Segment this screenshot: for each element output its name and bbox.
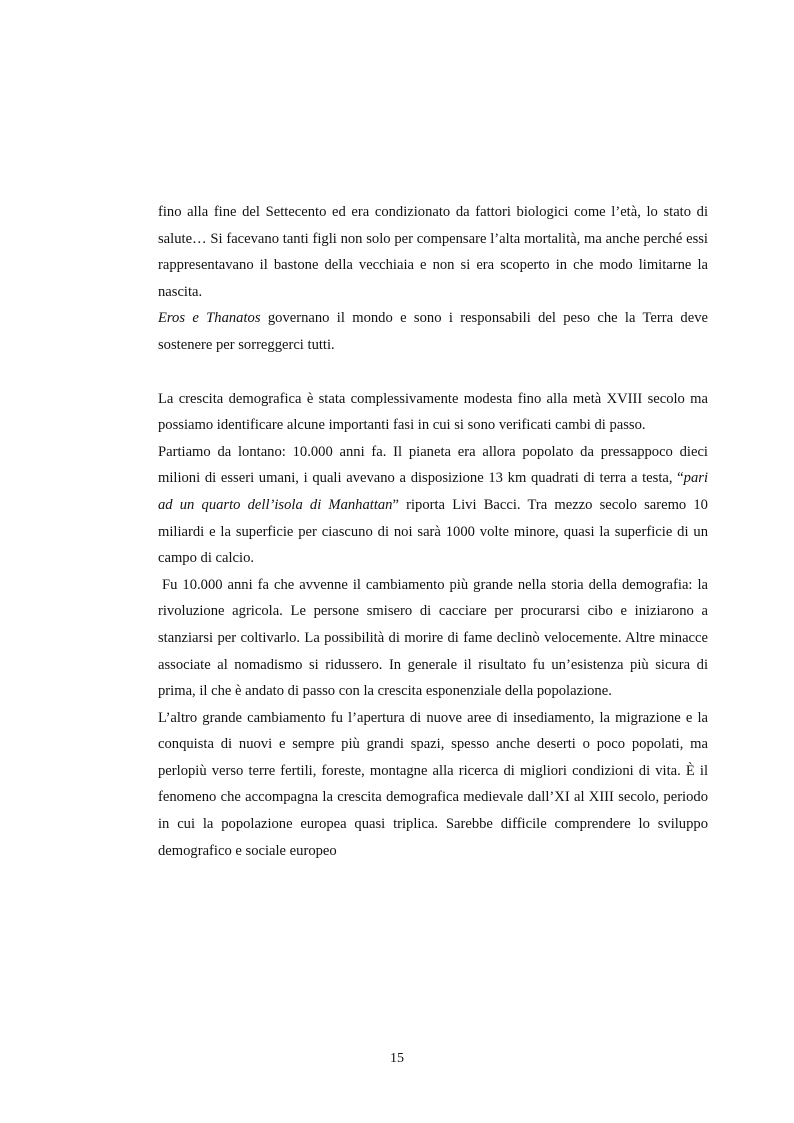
paragraph-text: ” riporta Livi Bacci. Tra mezzo secolo saremo 10 miliardi e la superficie per ciascuno di noi sarà 1000 volte minore, quasi la superficie di un campo di calcio. bbox=[158, 496, 708, 567]
paragraph-eros-thanatos bbox=[158, 305, 708, 358]
paragraph-migration: L’altro grande cambiamento fu l’apertura di nuove aree di insediamento, la migrazione e la conquista di nuovi e sempre più grandi spazi, spesso anche deserti o poco popolati, ma perlopiù verso terre fertili, foreste, montagne alla ricerca di migliori condizioni di vita. È il fenomeno che accompagna la crescita demografica medievale dall’XI al XIII secolo, periodo in cui la popolazione europea quasi triplica. Sarebbe difficile comprendere lo sviluppo demografico e sociale europeo bbox=[158, 709, 708, 859]
page-number: 15 bbox=[390, 1051, 404, 1066]
paragraph-text: Partiamo da lontano: 10.000 anni fa. Il pianeta era allora popolato da pressappoco dieci milioni di esseri umani, i quali avevano a disposizione 13 km quadrati di terra a testa, “ bbox=[158, 443, 708, 487]
paragraph-growth: La crescita demografica è stata complessivamente modesta fino alla metà XVIII secolo ma possiamo identificare alcune importanti fasi in cui si sono verificati cambi di passo. bbox=[158, 390, 708, 434]
italic-phrase: Eros e Thanatos bbox=[158, 310, 261, 327]
paragraph-ten-thousand-years bbox=[158, 439, 708, 572]
paragraph-text: governano il mondo e sono i responsabili del peso che la Terra deve sostenere per sorreggerci tutti. bbox=[158, 310, 708, 353]
paragraph-continuation: fino alla fine del Settecento ed era condizionato da fattori biologici come l’età, lo stato di salute… Si facevano tanti figli non solo per compensare l’alta mortalità, ma anche perché essi rappresentavano il bastone della vecchiaia e non si era scoperto in che modo limitarne la nascita. bbox=[158, 204, 708, 300]
italic-quote: pari ad un quarto dell’isola di Manhattan bbox=[158, 470, 708, 513]
document-body bbox=[158, 199, 708, 864]
paragraph-spacer bbox=[158, 359, 708, 386]
paragraph-agricultural-revolution: Fu 10.000 anni fa che avvenne il cambiamento più grande nella storia della demografia: la rivoluzione agricola. Le persone smisero di cacciare per procurarsi cibo e iniziarono a stanziarsi per coltivarlo. La possibilità di morire di fame declinò velocemente. Altre minacce associate al nomadismo si ridussero. In generale il risultato fu un’esistenza più sicura di prima, il che è andato di passo con la crescita esponenziale della popolazione. bbox=[158, 576, 708, 700]
